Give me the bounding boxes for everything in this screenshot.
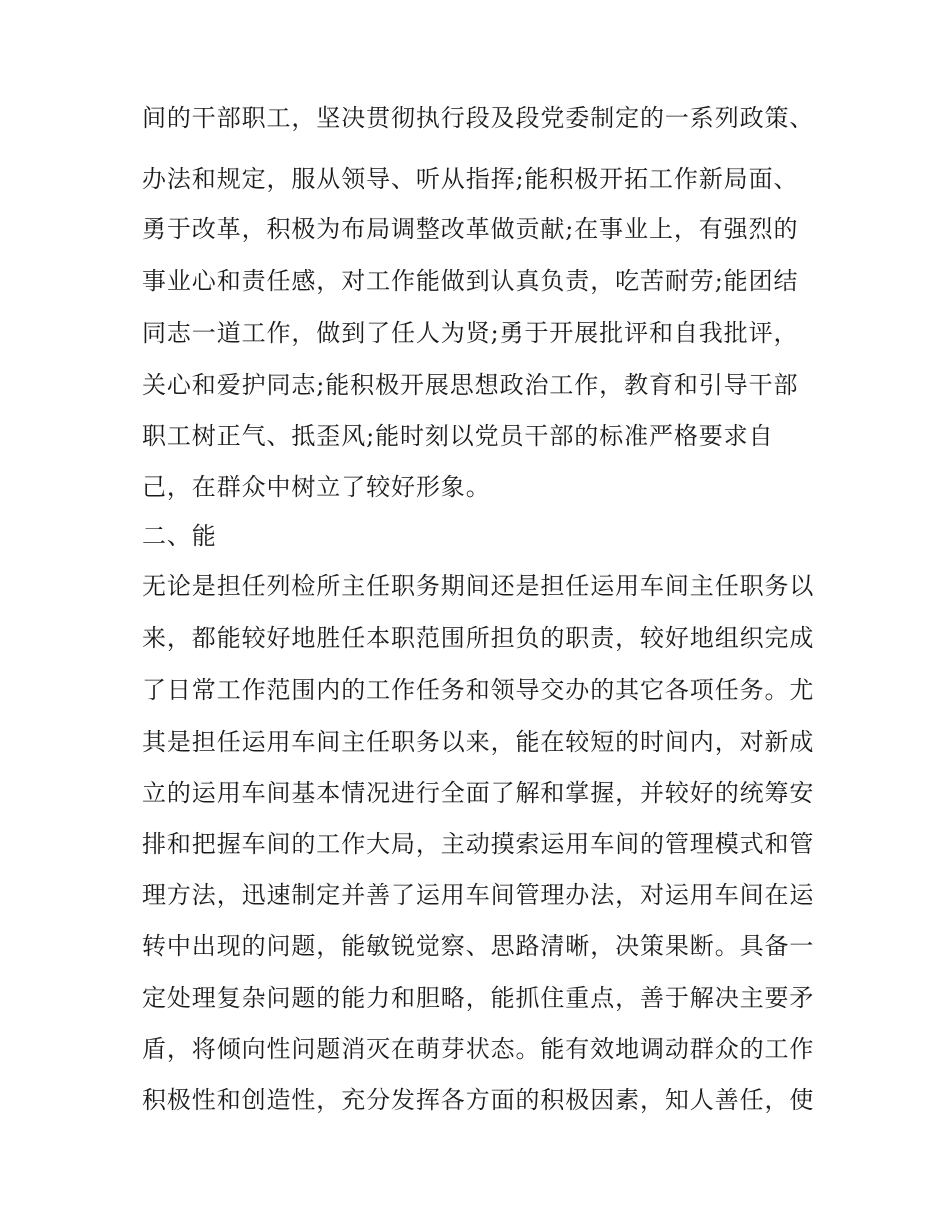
text-line: 其是担任运用车间主任职务以来，能在较短的时间内，对新成: [142, 728, 815, 756]
text-line: 盾，将倾向性问题消灭在萌芽状态。能有效地调动群众的工作: [142, 1035, 815, 1063]
text-line: 了日常工作范围内的工作任务和领导交办的其它各项任务。尤: [142, 676, 815, 704]
text-line: 转中出现的问题，能敏锐觉察、思路清晰，决策果断。具备一: [142, 932, 815, 960]
text-line: 来，都能较好地胜任本职范围所担负的职责，较好地组织完成: [142, 624, 815, 652]
text-line: 理方法，迅速制定并善了运用车间管理办法，对运用车间在运: [142, 881, 815, 909]
text-line: 办法和规定，服从领导、听从指挥;能积极开拓工作新局面、: [142, 165, 799, 193]
text-line: 勇于改革，积极为布局调整改革做贡献;在事业上，有强烈的: [142, 215, 799, 243]
text-line: 同志一道工作，做到了任人为贤;勇于开展批评和自我批评，: [142, 319, 799, 347]
text-line: 定处理复杂问题的能力和胆略，能抓住重点，善于解决主要矛: [142, 984, 815, 1012]
text-line: 职工树正气、抵歪风;能时刻以党员干部的标准严格要求自: [142, 422, 774, 450]
text-line: 关心和爱护同志;能积极开展思想政治工作，教育和引导干部: [142, 371, 799, 399]
text-line: 无论是担任列检所主任职务期间还是担任运用车间主任职务以: [142, 572, 815, 600]
text-line: 积极性和创造性，充分发挥各方面的积极因素，知人善任，使: [142, 1086, 815, 1114]
text-line: 排和把握车间的工作大局，主动摸索运用车间的管理模式和管: [142, 830, 815, 858]
text-line: 己，在群众中树立了较好形象。: [142, 473, 491, 501]
section-heading: 二、能: [142, 522, 217, 550]
text-line: 事业心和责任感，对工作能做到认真负责，吃苦耐劳;能团结: [142, 267, 799, 295]
text-line: 间的干部职工，坚决贯彻执行段及段党委制定的一系列政策、: [142, 104, 815, 132]
text-line: 立的运用车间基本情况进行全面了解和掌握，并较好的统筹安: [142, 779, 815, 807]
